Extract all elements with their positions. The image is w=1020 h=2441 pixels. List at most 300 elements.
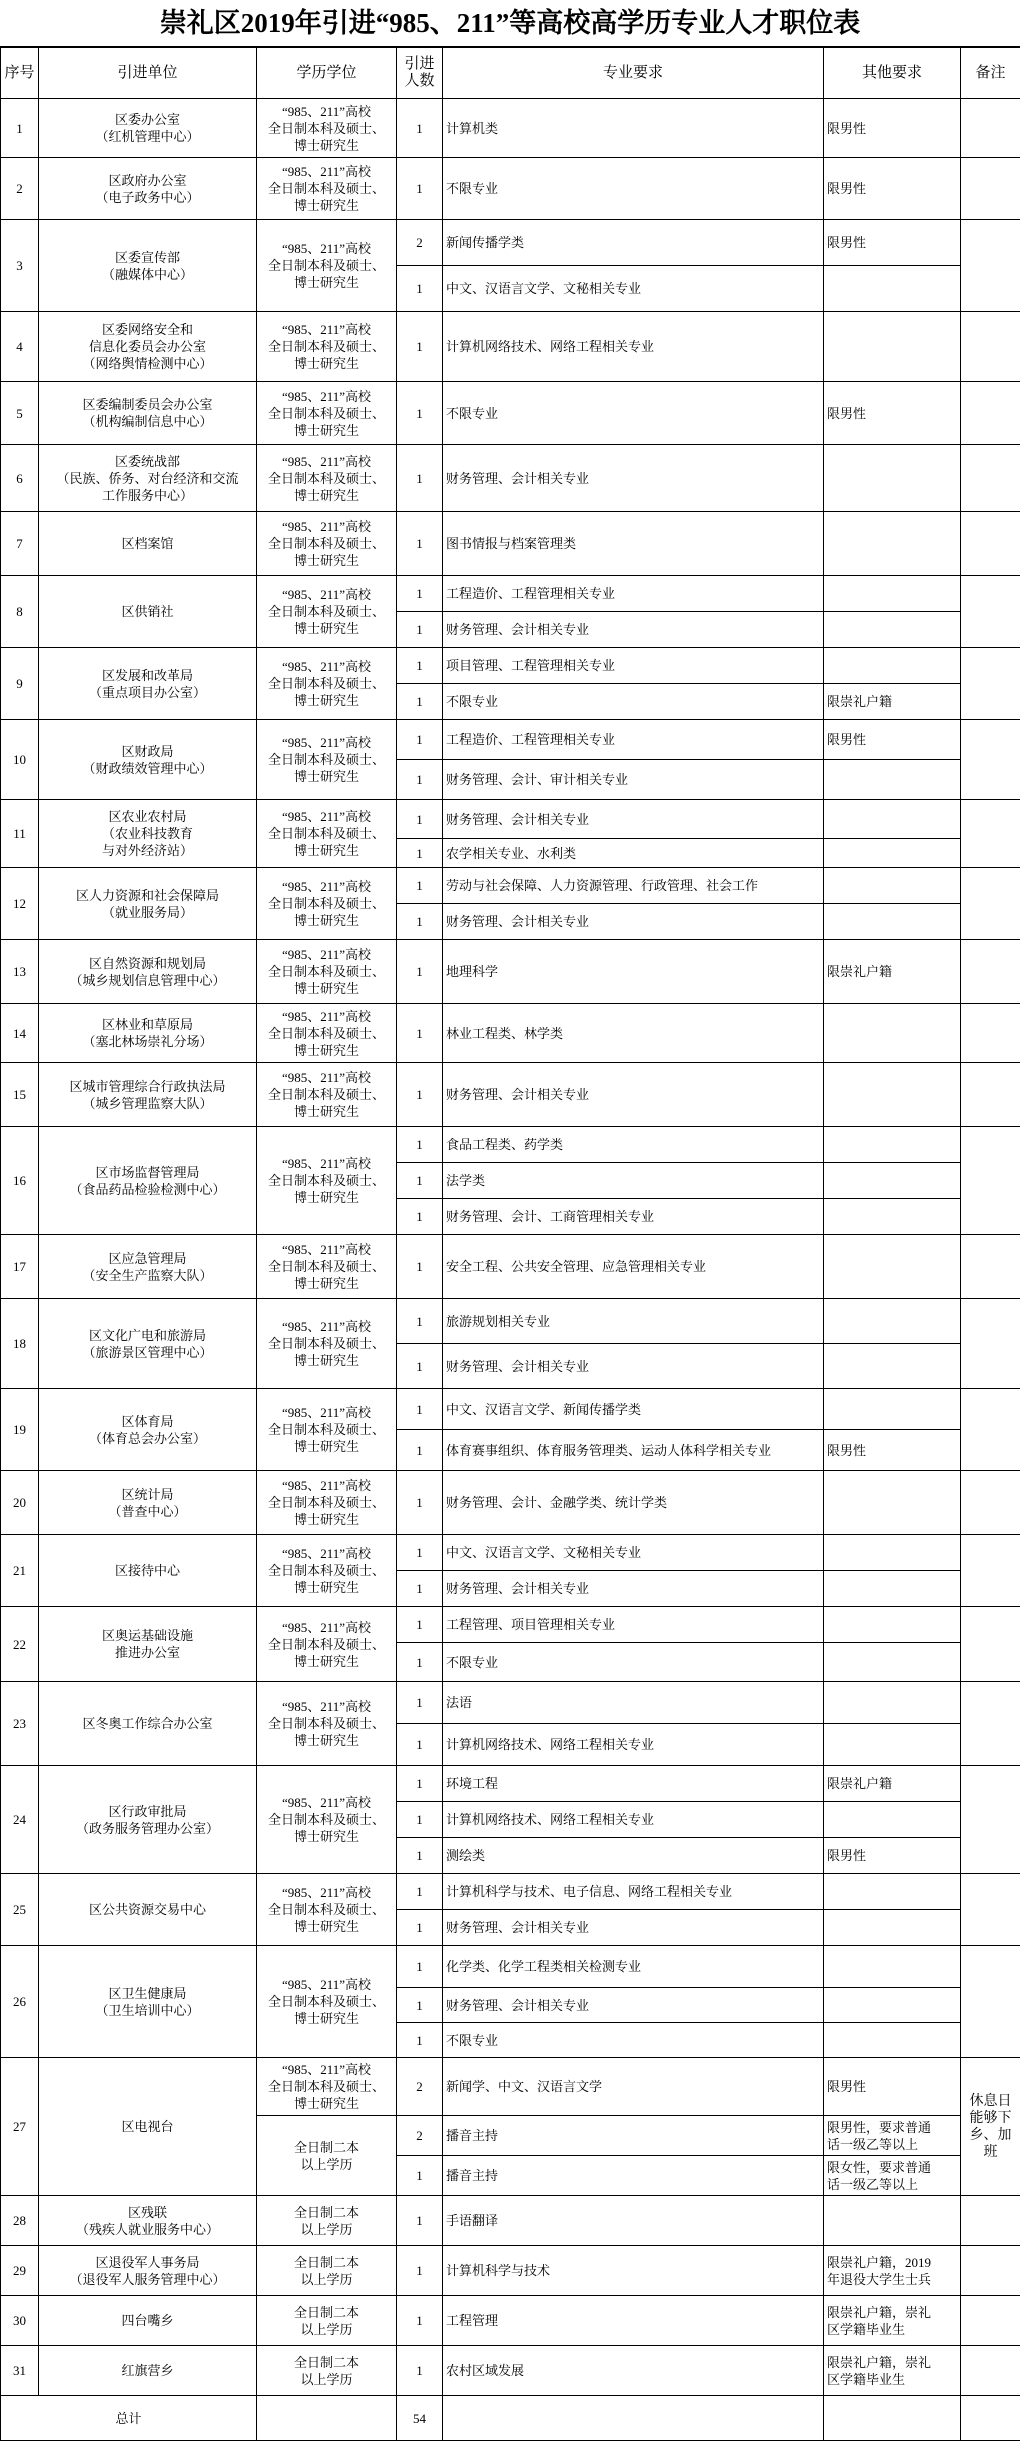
hiring-count: 1: [397, 382, 443, 445]
row-number: 17: [1, 1235, 39, 1299]
table-row: [1, 312, 1020, 382]
hiring-unit: 区林业和草原局 （塞北林场崇礼分场）: [39, 1004, 257, 1063]
hiring-unit: 区体育局 （体育总会办公室）: [39, 1389, 257, 1471]
remarks: [961, 512, 1020, 576]
major-requirement: 新闻学、中文、汉语言文学: [443, 2058, 824, 2116]
other-requirement: 限男性: [824, 720, 961, 760]
other-requirement: 限男性: [824, 382, 961, 445]
other-requirement: 限崇礼户籍，崇礼 区学籍毕业生: [824, 2296, 961, 2346]
total-count: 54: [397, 2396, 443, 2441]
hiring-count: 1: [397, 1163, 443, 1199]
other-requirement: [824, 1004, 961, 1063]
hiring-unit: 区农业农村局 （农业科技教育 与对外经济站）: [39, 800, 257, 868]
hiring-count: 1: [397, 1235, 443, 1299]
row-number: 25: [1, 1874, 39, 1946]
remarks: [961, 720, 1020, 800]
major-requirement: 工程造价、工程管理相关专业: [443, 576, 824, 612]
major-requirement: 项目管理、工程管理相关专业: [443, 648, 824, 684]
row-number: 14: [1, 1004, 39, 1063]
table-row: [1, 2296, 1020, 2346]
hiring-unit: 区人力资源和社会保障局 （就业服务局）: [39, 868, 257, 940]
remarks: [961, 1874, 1020, 1946]
hiring-unit: 区残联 （残疾人就业服务中心）: [39, 2196, 257, 2246]
education-requirement: 全日制二本 以上学历: [257, 2196, 397, 2246]
hiring-count: 1: [397, 2023, 443, 2058]
table-row: [1, 1127, 1020, 1163]
hiring-unit: 区统计局 （普查中心）: [39, 1471, 257, 1535]
header-education: 学历学位: [257, 48, 397, 99]
header-no: 序号: [1, 48, 39, 99]
table-row: [1, 1946, 1020, 1988]
major-requirement: 财务管理、会计相关专业: [443, 1063, 824, 1127]
hiring-count: 1: [397, 800, 443, 839]
education-requirement: “985、211”高校 全日制本科及硕士、 博士研究生: [257, 512, 397, 576]
table-row: [1, 220, 1020, 266]
education-requirement: “985、211”高校 全日制本科及硕士、 博士研究生: [257, 2058, 397, 2116]
other-requirement: [824, 1910, 961, 1946]
table-row: [1, 1235, 1020, 1299]
major-requirement: 安全工程、公共安全管理、应急管理相关专业: [443, 1235, 824, 1299]
positions-table: [0, 47, 1020, 2441]
table-row: [1, 720, 1020, 760]
remarks: [961, 382, 1020, 445]
hiring-count: 1: [397, 2156, 443, 2196]
total-label: 总计: [1, 2396, 257, 2441]
major-requirement: 手语翻译: [443, 2196, 824, 2246]
major-requirement: 旅游规划相关专业: [443, 1299, 824, 1344]
hiring-unit: 区公共资源交易中心: [39, 1874, 257, 1946]
hiring-unit: 区档案馆: [39, 512, 257, 576]
other-requirement: [824, 1607, 961, 1643]
education-requirement: 全日制二本 以上学历: [257, 2246, 397, 2296]
major-requirement: 计算机科学与技术、电子信息、网络工程相关专业: [443, 1874, 824, 1910]
hiring-count: 1: [397, 1571, 443, 1607]
education-requirement: “985、211”高校 全日制本科及硕士、 博士研究生: [257, 1235, 397, 1299]
major-requirement: 新闻传播学类: [443, 220, 824, 266]
education-requirement: “985、211”高校 全日制本科及硕士、 博士研究生: [257, 220, 397, 312]
other-requirement: [824, 1874, 961, 1910]
major-requirement: 计算机类: [443, 99, 824, 158]
major-requirement: 化学类、化学工程类相关检测专业: [443, 1946, 824, 1988]
remarks: [961, 648, 1020, 720]
other-requirement: [824, 800, 961, 839]
remarks: [961, 1607, 1020, 1682]
major-requirement: 测绘类: [443, 1838, 824, 1874]
education-requirement: “985、211”高校 全日制本科及硕士、 博士研究生: [257, 445, 397, 512]
other-requirement: [824, 2023, 961, 2058]
hiring-unit: 区委网络安全和 信息化委员会办公室 （网络舆情检测中心）: [39, 312, 257, 382]
education-requirement: “985、211”高校 全日制本科及硕士、 博士研究生: [257, 1535, 397, 1607]
hiring-count: 1: [397, 1004, 443, 1063]
remarks: [961, 445, 1020, 512]
hiring-unit: 区政府办公室 （电子政务中心）: [39, 158, 257, 220]
other-requirement: 限崇礼户籍: [824, 684, 961, 720]
other-requirement: 限男性，要求普通 话一级乙等以上: [824, 2116, 961, 2156]
hiring-count: 1: [397, 2346, 443, 2396]
other-requirement: [824, 1643, 961, 1682]
other-requirement: [824, 904, 961, 940]
education-requirement: “985、211”高校 全日制本科及硕士、 博士研究生: [257, 1471, 397, 1535]
major-requirement: 财务管理、会计相关专业: [443, 1344, 824, 1389]
table-row: [1, 2058, 1020, 2116]
other-requirement: [824, 2196, 961, 2246]
other-requirement: [824, 1344, 961, 1389]
hiring-count: 1: [397, 1389, 443, 1430]
hiring-unit: 区供销社: [39, 576, 257, 648]
other-requirement: [824, 1471, 961, 1535]
hiring-count: 1: [397, 1874, 443, 1910]
remarks: [961, 1235, 1020, 1299]
other-requirement: [824, 648, 961, 684]
hiring-unit: 区冬奥工作综合办公室: [39, 1682, 257, 1766]
education-requirement: “985、211”高校 全日制本科及硕士、 博士研究生: [257, 99, 397, 158]
table-row: [1, 1299, 1020, 1344]
major-requirement: 财务管理、会计、金融学类、统计学类: [443, 1471, 824, 1535]
major-requirement: 工程造价、工程管理相关专业: [443, 720, 824, 760]
hiring-count: 1: [397, 445, 443, 512]
hiring-count: 1: [397, 648, 443, 684]
table-row: [1, 648, 1020, 684]
hiring-count: 1: [397, 158, 443, 220]
row-number: 31: [1, 2346, 39, 2396]
hiring-count: 1: [397, 1344, 443, 1389]
other-requirement: [824, 512, 961, 576]
major-requirement: 中文、汉语言文学、文秘相关专业: [443, 266, 824, 312]
major-requirement: 林业工程类、林学类: [443, 1004, 824, 1063]
remarks: [961, 1063, 1020, 1127]
table-row: [1, 1471, 1020, 1535]
major-requirement: 农村区域发展: [443, 2346, 824, 2396]
remarks: [961, 1127, 1020, 1235]
education-requirement: “985、211”高校 全日制本科及硕士、 博士研究生: [257, 1127, 397, 1235]
education-requirement: “985、211”高校 全日制本科及硕士、 博士研究生: [257, 1389, 397, 1471]
total-row: [1, 2396, 1020, 2441]
hiring-count: 1: [397, 1127, 443, 1163]
other-requirement: [824, 868, 961, 904]
education-requirement: “985、211”高校 全日制本科及硕士、 博士研究生: [257, 1004, 397, 1063]
hiring-count: 1: [397, 266, 443, 312]
major-requirement: 农学相关专业、水利类: [443, 839, 824, 868]
table-row: [1, 1389, 1020, 1430]
hiring-count: 1: [397, 684, 443, 720]
other-requirement: 限崇礼户籍: [824, 940, 961, 1004]
other-requirement: [824, 1988, 961, 2023]
remarks: [961, 1535, 1020, 1607]
major-requirement: 计算机科学与技术: [443, 2246, 824, 2296]
other-requirement: [824, 576, 961, 612]
remarks: [961, 1389, 1020, 1471]
major-requirement: 财务管理、会计相关专业: [443, 800, 824, 839]
hiring-unit: 区委编制委员会办公室 （机构编制信息中心）: [39, 382, 257, 445]
major-requirement: 法语: [443, 1682, 824, 1724]
row-number: 10: [1, 720, 39, 800]
row-number: 5: [1, 382, 39, 445]
education-requirement: “985、211”高校 全日制本科及硕士、 博士研究生: [257, 1607, 397, 1682]
hiring-unit: 区接待中心: [39, 1535, 257, 1607]
major-requirement: 不限专业: [443, 684, 824, 720]
hiring-count: 1: [397, 2296, 443, 2346]
major-requirement: 播音主持: [443, 2156, 824, 2196]
table-row: [1, 940, 1020, 1004]
table-row: [1, 445, 1020, 512]
major-requirement: 财务管理、会计、工商管理相关专业: [443, 1199, 824, 1235]
header-major: 专业要求: [443, 48, 824, 99]
table-row: [1, 2196, 1020, 2246]
major-requirement: 不限专业: [443, 158, 824, 220]
major-requirement: 图书情报与档案管理类: [443, 512, 824, 576]
remarks: [961, 99, 1020, 158]
other-requirement: [824, 1571, 961, 1607]
education-requirement: 全日制二本 以上学历: [257, 2346, 397, 2396]
other-requirement: [824, 760, 961, 800]
remarks: [961, 2196, 1020, 2246]
hiring-count: 1: [397, 1838, 443, 1874]
hiring-count: 1: [397, 904, 443, 940]
hiring-unit: 区自然资源和规划局 （城乡规划信息管理中心）: [39, 940, 257, 1004]
remarks: [961, 1682, 1020, 1766]
table-row: [1, 1004, 1020, 1063]
other-requirement: 限崇礼户籍，2019 年退役大学生士兵: [824, 2246, 961, 2296]
other-requirement: [824, 1802, 961, 1838]
education-requirement: “985、211”高校 全日制本科及硕士、 博士研究生: [257, 868, 397, 940]
major-requirement: 法学类: [443, 1163, 824, 1199]
hiring-count: 1: [397, 576, 443, 612]
row-number: 13: [1, 940, 39, 1004]
hiring-unit: 区市场监督管理局 （食品药品检验检测中心）: [39, 1127, 257, 1235]
row-number: 15: [1, 1063, 39, 1127]
total-major: [443, 2396, 824, 2441]
remarks: [961, 940, 1020, 1004]
header-other: 其他要求: [824, 48, 961, 99]
education-requirement: “985、211”高校 全日制本科及硕士、 博士研究生: [257, 312, 397, 382]
hiring-count: 1: [397, 612, 443, 648]
hiring-unit: 区财政局 （财政绩效管理中心）: [39, 720, 257, 800]
other-requirement: 限男性: [824, 220, 961, 266]
hiring-count: 1: [397, 1607, 443, 1643]
remarks: [961, 868, 1020, 940]
hiring-count: 1: [397, 312, 443, 382]
major-requirement: 财务管理、会计相关专业: [443, 612, 824, 648]
major-requirement: 食品工程类、药学类: [443, 1127, 824, 1163]
major-requirement: 体育赛事组织、体育服务管理类、运动人体科学相关专业: [443, 1430, 824, 1471]
other-requirement: 限男性: [824, 158, 961, 220]
major-requirement: 工程管理: [443, 2296, 824, 2346]
table-row: [1, 2246, 1020, 2296]
remarks: [961, 576, 1020, 648]
hiring-count: 2: [397, 2058, 443, 2116]
hiring-count: 1: [397, 1299, 443, 1344]
row-number: 1: [1, 99, 39, 158]
other-requirement: 限崇礼户籍: [824, 1766, 961, 1802]
hiring-count: 1: [397, 1643, 443, 1682]
row-number: 21: [1, 1535, 39, 1607]
hiring-unit: 红旗营乡: [39, 2346, 257, 2396]
remarks: [961, 1299, 1020, 1389]
hiring-count: 1: [397, 1682, 443, 1724]
hiring-unit: 区文化广电和旅游局 （旅游景区管理中心）: [39, 1299, 257, 1389]
education-requirement: “985、211”高校 全日制本科及硕士、 博士研究生: [257, 576, 397, 648]
major-requirement: 财务管理、会计相关专业: [443, 1910, 824, 1946]
hiring-unit: 区委统战部 （民族、侨务、对台经济和交流 工作服务中心）: [39, 445, 257, 512]
hiring-unit: 区发展和改革局 （重点项目办公室）: [39, 648, 257, 720]
row-number: 4: [1, 312, 39, 382]
education-requirement: “985、211”高校 全日制本科及硕士、 博士研究生: [257, 1299, 397, 1389]
other-requirement: 限男性: [824, 1838, 961, 1874]
remarks: [961, 2246, 1020, 2296]
hiring-unit: 四台嘴乡: [39, 2296, 257, 2346]
row-number: 22: [1, 1607, 39, 1682]
other-requirement: 限男性: [824, 1430, 961, 1471]
major-requirement: 计算机网络技术、网络工程相关专业: [443, 1802, 824, 1838]
education-requirement: “985、211”高校 全日制本科及硕士、 博士研究生: [257, 382, 397, 445]
table-row: [1, 1874, 1020, 1910]
major-requirement: 财务管理、会计相关专业: [443, 904, 824, 940]
table-row: [1, 576, 1020, 612]
header-note: 备注: [961, 48, 1020, 99]
remarks: [961, 312, 1020, 382]
other-requirement: 限崇礼户籍，崇礼 区学籍毕业生: [824, 2346, 961, 2396]
page-title: 崇礼区2019年引进“985、211”等高校高学历专业人才职位表: [0, 0, 1020, 47]
major-requirement: 环境工程: [443, 1766, 824, 1802]
hiring-count: 1: [397, 940, 443, 1004]
remarks: [961, 2346, 1020, 2396]
major-requirement: 财务管理、会计、审计相关专业: [443, 760, 824, 800]
row-number: 3: [1, 220, 39, 312]
table-row: [1, 99, 1020, 158]
other-requirement: [824, 1299, 961, 1344]
hiring-unit: 区卫生健康局 （卫生培训中心）: [39, 1946, 257, 2058]
education-requirement: 全日制二本 以上学历: [257, 2116, 397, 2196]
other-requirement: [824, 1235, 961, 1299]
table-row: [1, 1535, 1020, 1571]
education-requirement: “985、211”高校 全日制本科及硕士、 博士研究生: [257, 158, 397, 220]
hiring-unit: 区退役军人事务局 （退役军人服务管理中心）: [39, 2246, 257, 2296]
table-row: [1, 1063, 1020, 1127]
other-requirement: [824, 312, 961, 382]
other-requirement: [824, 1389, 961, 1430]
row-number: 24: [1, 1766, 39, 1874]
table-row: [1, 800, 1020, 839]
header-unit: 引进单位: [39, 48, 257, 99]
remarks: [961, 1766, 1020, 1874]
other-requirement: 限女性，要求普通 话一级乙等以上: [824, 2156, 961, 2196]
table-row: [1, 158, 1020, 220]
education-requirement: “985、211”高校 全日制本科及硕士、 博士研究生: [257, 1063, 397, 1127]
hiring-unit: 区应急管理局 （安全生产监察大队）: [39, 1235, 257, 1299]
hiring-count: 1: [397, 868, 443, 904]
header-row: [1, 48, 1020, 99]
row-number: 29: [1, 2246, 39, 2296]
row-number: 23: [1, 1682, 39, 1766]
major-requirement: 中文、汉语言文学、新闻传播学类: [443, 1389, 824, 1430]
hiring-count: 1: [397, 1802, 443, 1838]
table-row: [1, 382, 1020, 445]
remarks: [961, 1004, 1020, 1063]
total-education: [257, 2396, 397, 2441]
major-requirement: 财务管理、会计相关专业: [443, 1988, 824, 2023]
hiring-unit: 区委办公室 （红机管理中心）: [39, 99, 257, 158]
education-requirement: “985、211”高校 全日制本科及硕士、 博士研究生: [257, 1946, 397, 2058]
other-requirement: [824, 1946, 961, 1988]
major-requirement: 计算机网络技术、网络工程相关专业: [443, 1724, 824, 1766]
other-requirement: 限男性: [824, 99, 961, 158]
hiring-unit: 区电视台: [39, 2058, 257, 2196]
major-requirement: 不限专业: [443, 2023, 824, 2058]
hiring-count: 1: [397, 1535, 443, 1571]
other-requirement: [824, 1535, 961, 1571]
major-requirement: 不限专业: [443, 1643, 824, 1682]
row-number: 11: [1, 800, 39, 868]
hiring-count: 1: [397, 512, 443, 576]
row-number: 30: [1, 2296, 39, 2346]
hiring-count: 1: [397, 839, 443, 868]
row-number: 18: [1, 1299, 39, 1389]
row-number: 27: [1, 2058, 39, 2196]
hiring-count: 1: [397, 1471, 443, 1535]
row-number: 26: [1, 1946, 39, 2058]
other-requirement: [824, 1199, 961, 1235]
remarks: [961, 800, 1020, 868]
education-requirement: “985、211”高校 全日制本科及硕士、 博士研究生: [257, 1766, 397, 1874]
hiring-count: 1: [397, 2246, 443, 2296]
hiring-unit: 区城市管理综合行政执法局 （城乡管理监察大队）: [39, 1063, 257, 1127]
education-requirement: “985、211”高校 全日制本科及硕士、 博士研究生: [257, 800, 397, 868]
other-requirement: [824, 1724, 961, 1766]
major-requirement: 地理科学: [443, 940, 824, 1004]
other-requirement: 限男性: [824, 2058, 961, 2116]
row-number: 28: [1, 2196, 39, 2246]
header-count: 引进 人数: [397, 48, 443, 99]
remarks: [961, 1946, 1020, 2058]
remarks: [961, 1471, 1020, 1535]
hiring-count: 1: [397, 1988, 443, 2023]
education-requirement: “985、211”高校 全日制本科及硕士、 博士研究生: [257, 720, 397, 800]
row-number: 2: [1, 158, 39, 220]
education-requirement: “985、211”高校 全日制本科及硕士、 博士研究生: [257, 940, 397, 1004]
hiring-count: 2: [397, 2116, 443, 2156]
remarks: [961, 2296, 1020, 2346]
total-note: [961, 2396, 1020, 2441]
row-number: 9: [1, 648, 39, 720]
table-row: [1, 1682, 1020, 1724]
remarks: [961, 158, 1020, 220]
row-number: 16: [1, 1127, 39, 1235]
hiring-count: 1: [397, 99, 443, 158]
hiring-unit: 区行政审批局 （政务服务管理办公室）: [39, 1766, 257, 1874]
row-number: 8: [1, 576, 39, 648]
hiring-unit: 区委宣传部 （融媒体中心）: [39, 220, 257, 312]
hiring-count: 1: [397, 1910, 443, 1946]
other-requirement: [824, 1063, 961, 1127]
remarks: [961, 220, 1020, 312]
table-row: [1, 868, 1020, 904]
major-requirement: 工程管理、项目管理相关专业: [443, 1607, 824, 1643]
total-other: [824, 2396, 961, 2441]
hiring-count: 1: [397, 2196, 443, 2246]
hiring-count: 1: [397, 1063, 443, 1127]
hiring-count: 1: [397, 760, 443, 800]
other-requirement: [824, 1127, 961, 1163]
major-requirement: 财务管理、会计相关专业: [443, 445, 824, 512]
education-requirement: “985、211”高校 全日制本科及硕士、 博士研究生: [257, 648, 397, 720]
major-requirement: 劳动与社会保障、人力资源管理、行政管理、社会工作: [443, 868, 824, 904]
row-number: 19: [1, 1389, 39, 1471]
row-number: 12: [1, 868, 39, 940]
row-number: 20: [1, 1471, 39, 1535]
other-requirement: [824, 266, 961, 312]
major-requirement: 财务管理、会计相关专业: [443, 1571, 824, 1607]
hiring-count: 1: [397, 1946, 443, 1988]
